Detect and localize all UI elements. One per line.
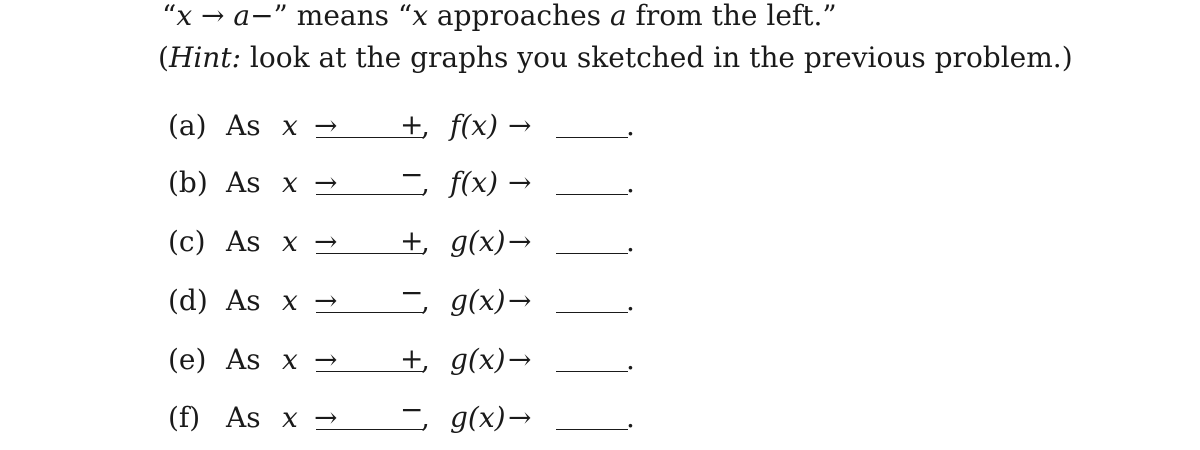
as-text: As: [226, 343, 261, 376]
variable-x: x: [176, 0, 193, 32]
comma: ,: [421, 343, 430, 376]
period: .: [626, 343, 635, 376]
period: .: [626, 284, 635, 317]
answer-blank-limit[interactable]: [556, 194, 628, 195]
one-sided-sign: +: [400, 108, 424, 141]
definition-line: [162, 2, 837, 30]
exercise-row: [168, 276, 688, 327]
from-left-text: from the left.”: [626, 0, 837, 32]
variable-x: x: [282, 284, 298, 317]
arrow-symbol: →: [314, 166, 338, 199]
period: .: [626, 166, 635, 199]
answer-blank-limit[interactable]: [556, 137, 628, 138]
variable-x-2: x: [412, 0, 429, 32]
item-label: (c): [168, 225, 206, 258]
one-sided-sign: +: [400, 342, 424, 375]
arrow-symbol: →: [314, 401, 338, 434]
variable-x: x: [282, 343, 298, 376]
open-quote: “: [162, 0, 177, 32]
comma: ,: [421, 109, 430, 142]
hint-open-paren: (: [158, 41, 169, 74]
one-sided-sign: −: [400, 158, 424, 191]
exercise-row: [168, 108, 688, 152]
arrow-symbol: →: [508, 401, 532, 434]
variable-a: a: [233, 0, 251, 32]
hint-text: look at the graphs you sketched in the previous problem.): [241, 41, 1073, 74]
answer-blank-limit[interactable]: [556, 371, 628, 372]
arrow-symbol: →: [314, 284, 338, 317]
function-expression: f(x): [450, 166, 499, 199]
answer-blank-point[interactable]: [316, 312, 424, 313]
answer-blank-point[interactable]: [316, 253, 424, 254]
item-label: (b): [168, 166, 208, 199]
arrow-symbol: →: [192, 0, 234, 32]
item-label: (a): [168, 109, 207, 142]
variable-x: x: [282, 225, 298, 258]
approaches-text: approaches: [428, 0, 610, 32]
function-expression: g(x): [450, 401, 506, 434]
arrow-symbol: →: [508, 225, 532, 258]
item-label: (f): [168, 401, 201, 434]
answer-blank-limit[interactable]: [556, 253, 628, 254]
arrow-symbol: →: [508, 109, 532, 142]
variable-x: x: [282, 401, 298, 434]
as-text: As: [226, 166, 261, 199]
period: .: [626, 401, 635, 434]
arrow-symbol: →: [314, 343, 338, 376]
comma: ,: [421, 284, 430, 317]
item-label: (e): [168, 343, 207, 376]
exercise-row: [168, 224, 688, 268]
as-text: As: [226, 109, 261, 142]
answer-blank-point[interactable]: [316, 137, 424, 138]
function-expression: g(x): [450, 225, 506, 258]
arrow-symbol: →: [314, 225, 338, 258]
comma: ,: [421, 166, 430, 199]
means-text: means “: [287, 0, 413, 32]
as-text: As: [226, 284, 261, 317]
variable-x: x: [282, 109, 298, 142]
one-sided-sign: −: [400, 393, 424, 426]
period: .: [626, 225, 635, 258]
answer-blank-limit[interactable]: [556, 429, 628, 430]
function-expression: g(x): [450, 284, 506, 317]
minus-close-quote: −”: [250, 0, 288, 32]
arrow-symbol: →: [314, 109, 338, 142]
arrow-symbol: →: [508, 284, 532, 317]
one-sided-sign: +: [400, 224, 424, 257]
variable-a-2: a: [609, 0, 627, 32]
as-text: As: [226, 401, 261, 434]
function-expression: g(x): [450, 343, 506, 376]
hint-word: Hint:: [168, 41, 242, 74]
answer-blank-point[interactable]: [316, 371, 424, 372]
comma: ,: [421, 401, 430, 434]
one-sided-sign: −: [400, 276, 424, 309]
exercise-row: [168, 342, 688, 386]
function-expression: f(x): [450, 109, 499, 142]
arrow-symbol: →: [508, 166, 532, 199]
item-label: (d): [168, 284, 208, 317]
exercise-row: [168, 158, 688, 209]
as-text: As: [226, 225, 261, 258]
variable-x: x: [282, 166, 298, 199]
answer-blank-point[interactable]: [316, 429, 424, 430]
answer-blank-point[interactable]: [316, 194, 424, 195]
comma: ,: [421, 225, 430, 258]
period: .: [626, 109, 635, 142]
arrow-symbol: →: [508, 343, 532, 376]
hint-line: [158, 41, 1073, 74]
exercise-row: [168, 393, 688, 444]
answer-blank-limit[interactable]: [556, 312, 628, 313]
